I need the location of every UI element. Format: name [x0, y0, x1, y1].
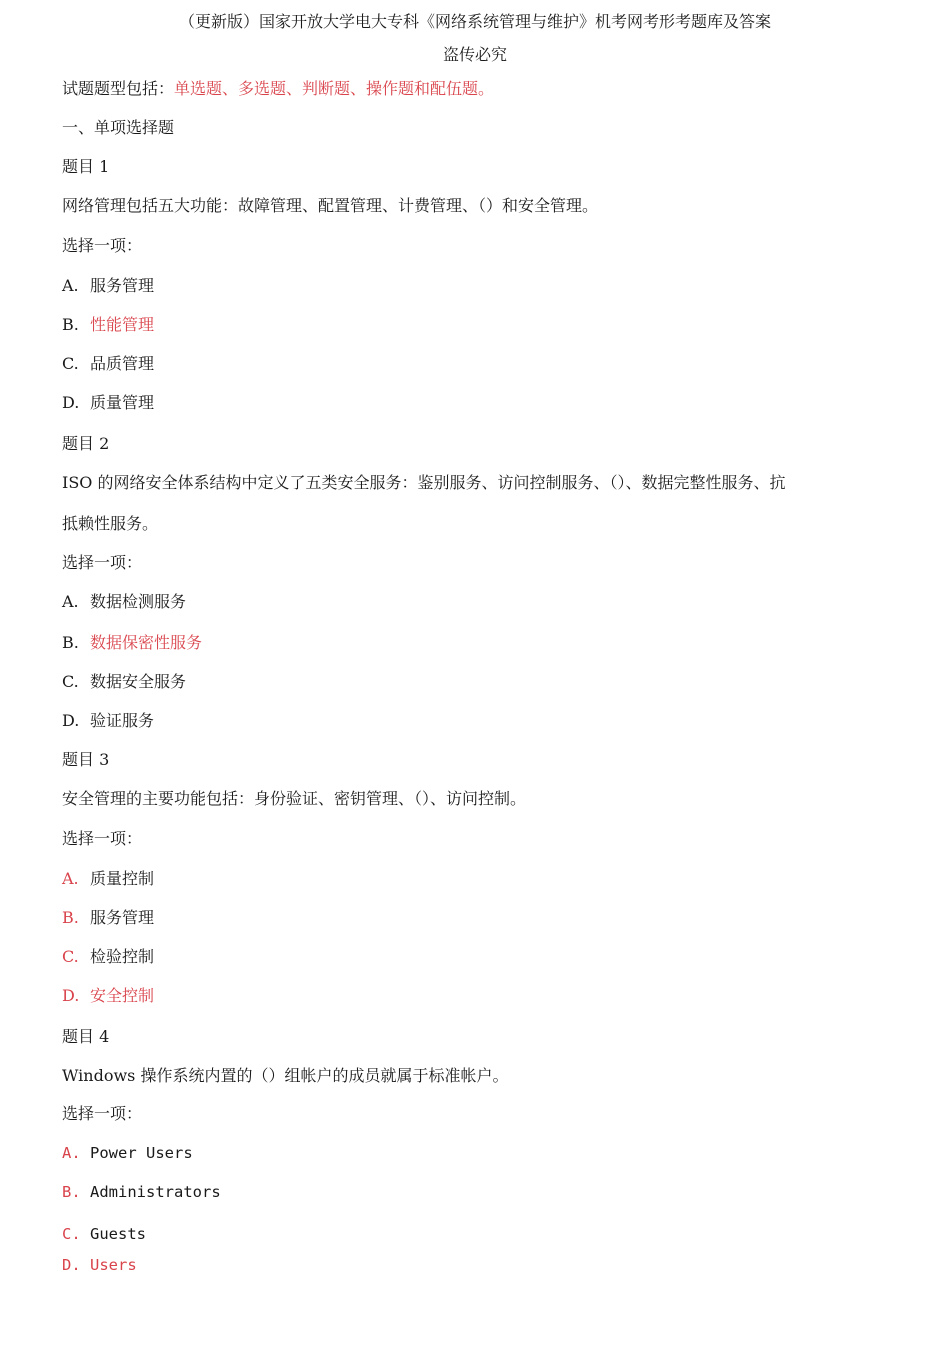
- option-letter: B.: [62, 1183, 81, 1201]
- option-letter: C.: [62, 354, 79, 373]
- option-letter: A.: [62, 869, 79, 888]
- option-text: 服务管理: [90, 276, 155, 295]
- question-stem-line2: 抵赖性服务。: [62, 514, 159, 533]
- question-stem: Windows 操作系统内置的（）组帐户的成员就属于标准帐户。: [62, 1066, 509, 1085]
- option-c: [62, 672, 186, 692]
- question-label: 题目 2: [62, 434, 110, 453]
- option-d: [62, 711, 154, 731]
- option-text: Guests: [90, 1225, 146, 1243]
- select-one-prompt: 选择一项：: [62, 829, 143, 848]
- question-types-label: 试题题型包括：: [62, 79, 175, 98]
- option-b-correct: [62, 908, 154, 928]
- document-subtitle: 盗传必究: [442, 45, 507, 64]
- question-stem-line1: ISO 的网络安全体系结构中定义了五类安全服务：鉴别服务、访问控制服务、（）、数据完整性服务、抗: [62, 473, 786, 492]
- question-label: 题目 4: [62, 1027, 110, 1046]
- option-text: 安全控制: [90, 986, 155, 1005]
- option-d-correct: [62, 1255, 137, 1275]
- option-text: Users: [90, 1256, 137, 1274]
- option-letter: D.: [62, 393, 80, 412]
- option-letter: A.: [62, 1144, 81, 1162]
- select-one-prompt: 选择一项：: [62, 553, 143, 572]
- option-text: 性能管理: [90, 315, 155, 334]
- option-letter: A.: [62, 592, 79, 611]
- option-letter: B.: [62, 315, 79, 334]
- select-one-prompt: 选择一项：: [62, 236, 143, 255]
- option-c-correct: [62, 1224, 146, 1244]
- option-letter: B.: [62, 908, 79, 927]
- option-c: [62, 354, 154, 374]
- question-stem: 安全管理的主要功能包括：身份验证、密钥管理、（）、访问控制。: [62, 789, 527, 808]
- question-label: 题目 3: [62, 750, 110, 769]
- option-a: [62, 592, 186, 612]
- section-heading: 一、单项选择题: [62, 118, 175, 137]
- option-text: 质量控制: [90, 869, 155, 888]
- option-letter: C.: [62, 672, 79, 691]
- question-types-line: [62, 79, 494, 99]
- option-text: 验证服务: [90, 711, 155, 730]
- option-letter: C.: [62, 1225, 81, 1243]
- option-letter: D.: [62, 711, 80, 730]
- option-letter: D.: [62, 986, 80, 1005]
- document-title: （更新版）国家开放大学电大专科《网络系统管理与维护》机考网考形考题库及答案: [178, 12, 771, 31]
- option-letter: A.: [62, 276, 79, 295]
- option-letter: B.: [62, 633, 79, 652]
- option-a-correct: [62, 1143, 193, 1163]
- option-d: [62, 393, 154, 413]
- option-letter: C.: [62, 947, 79, 966]
- option-text: 检验控制: [90, 947, 155, 966]
- option-b-correct: [62, 633, 202, 653]
- option-b-correct: [62, 315, 154, 335]
- option-text: 服务管理: [90, 908, 155, 927]
- option-c-correct: [62, 947, 154, 967]
- question-types-list: 单选题、多选题、判断题、操作题和配伍题。: [174, 79, 495, 98]
- option-d-correct: [62, 986, 154, 1006]
- option-text: 品质管理: [90, 354, 155, 373]
- select-one-prompt: 选择一项：: [62, 1104, 143, 1123]
- option-text: 数据检测服务: [90, 592, 187, 611]
- option-text: Administrators: [90, 1183, 221, 1201]
- option-a-correct: [62, 869, 154, 889]
- option-text: 质量管理: [90, 393, 155, 412]
- option-b-correct: [62, 1182, 221, 1202]
- question-stem: 网络管理包括五大功能：故障管理、配置管理、计费管理、（）和安全管理。: [62, 196, 599, 215]
- question-label: 题目 1: [62, 157, 110, 176]
- option-letter: D.: [62, 1256, 81, 1274]
- option-text: Power Users: [90, 1144, 193, 1162]
- option-text: 数据安全服务: [90, 672, 187, 691]
- option-text: 数据保密性服务: [90, 633, 203, 652]
- option-a: [62, 276, 154, 296]
